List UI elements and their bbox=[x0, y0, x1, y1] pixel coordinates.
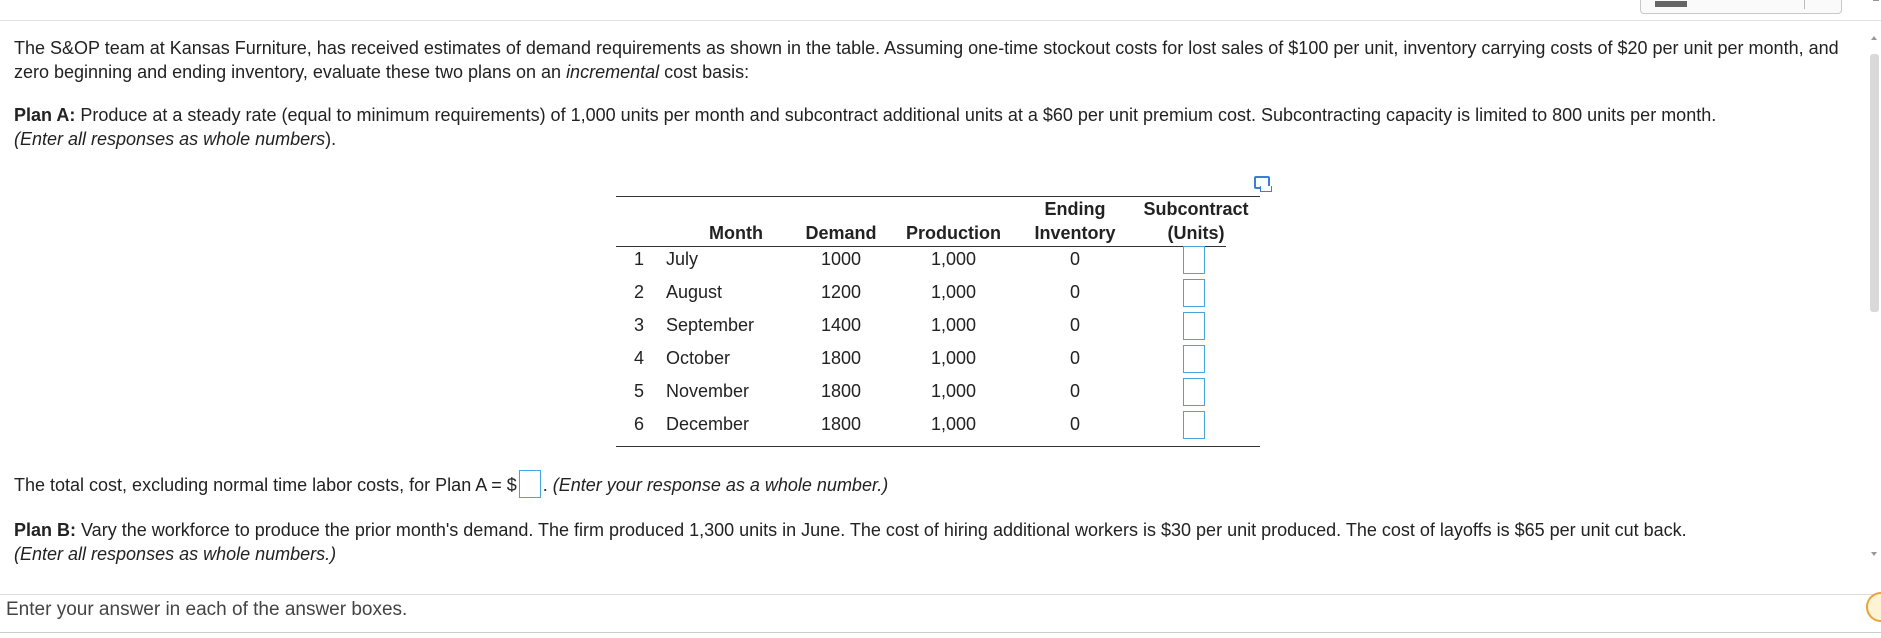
top-toolbar-strip bbox=[0, 0, 1881, 21]
plan-a-total-cost-line bbox=[14, 472, 1864, 500]
plan-a-label: Plan A: bbox=[14, 105, 76, 125]
bottom-divider bbox=[0, 632, 1881, 633]
row-production: 1,000 bbox=[930, 315, 977, 335]
header-ending-2: Inventory bbox=[1034, 223, 1116, 243]
table-bottom-rule bbox=[616, 446, 1260, 447]
subcontract-input-october[interactable] bbox=[1183, 345, 1205, 373]
plan-b-instruction: (Enter all responses as whole numbers.) bbox=[14, 544, 337, 564]
vertical-scrollbar[interactable] bbox=[1868, 24, 1881, 564]
intro-emphasis: incremental bbox=[566, 62, 660, 82]
row-month: December bbox=[666, 414, 750, 434]
total-cost-prefix: The total cost, excluding normal time labor costs, for Plan A = $ bbox=[14, 474, 517, 495]
row-ending-inventory: 0 bbox=[1069, 381, 1080, 401]
intro-text-tail: cost basis: bbox=[659, 62, 750, 82]
row-ending-inventory: 0 bbox=[1069, 414, 1080, 434]
header-demand: Demand bbox=[805, 223, 877, 243]
row-index: 2 bbox=[634, 282, 645, 302]
row-production: 1,000 bbox=[930, 348, 977, 368]
total-cost-instruction: (Enter your response as a whole number.) bbox=[552, 474, 889, 495]
row-production: 1,000 bbox=[930, 381, 977, 401]
row-demand: 1800 bbox=[820, 348, 862, 368]
row-production: 1,000 bbox=[930, 414, 977, 434]
problem-intro bbox=[14, 36, 1864, 84]
plan-b-description bbox=[14, 518, 1864, 566]
scroll-up-icon[interactable] bbox=[1871, 36, 1877, 40]
subcontract-input-august[interactable] bbox=[1183, 279, 1205, 307]
row-demand: 1800 bbox=[820, 414, 862, 434]
row-demand: 1400 bbox=[820, 315, 862, 335]
row-month: October bbox=[666, 348, 731, 368]
plan-b-label: Plan B: bbox=[14, 520, 77, 540]
plan-a-instruction-tail: ). bbox=[325, 129, 337, 149]
header-subcontract-1: Subcontract bbox=[1143, 199, 1249, 219]
plan-a-table bbox=[616, 196, 1260, 448]
row-index: 3 bbox=[634, 315, 645, 335]
table-header-rule bbox=[616, 246, 1226, 247]
header-production: Production bbox=[906, 223, 1001, 243]
nav-divider bbox=[1804, 0, 1805, 9]
corner-mark-icon bbox=[1873, 0, 1879, 7]
row-ending-inventory: 0 bbox=[1069, 348, 1080, 368]
subcontract-input-december[interactable] bbox=[1183, 411, 1205, 439]
row-index: 1 bbox=[634, 249, 645, 269]
header-ending-1: Ending bbox=[1044, 199, 1106, 219]
total-cost-dot: . bbox=[542, 474, 553, 495]
plan-a-instruction: (Enter all responses as whole numbers bbox=[14, 129, 326, 149]
plan-b-text: Vary the workforce to produce the prior month's demand. The firm produced 1,300 units in June. The cost of hiring additional workers is $30 per unit produced. The cost of layoffs is $65 per unit cut back. bbox=[76, 520, 1687, 540]
row-index: 5 bbox=[634, 381, 645, 401]
row-index: 4 bbox=[634, 348, 645, 368]
scroll-down-icon[interactable] bbox=[1871, 552, 1877, 556]
plan-a-description bbox=[14, 103, 1864, 151]
row-ending-inventory: 0 bbox=[1069, 249, 1080, 269]
row-month: August bbox=[666, 282, 723, 302]
row-index: 6 bbox=[634, 414, 645, 434]
header-month: Month bbox=[709, 223, 763, 243]
row-month: November bbox=[666, 381, 750, 401]
row-ending-inventory: 0 bbox=[1069, 315, 1080, 335]
row-ending-inventory: 0 bbox=[1069, 282, 1080, 302]
scrollbar-thumb[interactable] bbox=[1870, 54, 1879, 312]
header-subcontract-2: (Units) bbox=[1167, 223, 1225, 243]
row-production: 1,000 bbox=[930, 282, 977, 302]
subcontract-input-november[interactable] bbox=[1183, 378, 1205, 406]
subcontract-input-july[interactable] bbox=[1183, 246, 1205, 274]
row-demand: 1000 bbox=[820, 249, 862, 269]
row-demand: 1200 bbox=[820, 282, 862, 302]
footer-divider bbox=[0, 594, 1881, 595]
footer-hint: Enter your answer in each of the answer boxes. bbox=[6, 599, 408, 620]
plan-a-text: Produce at a steady rate (equal to minimum requirements) of 1,000 units per month and subcontract additional units at a $60 per unit premium cost. Subcontracting capacity is limited to 800 units per month. bbox=[75, 105, 1717, 125]
help-icon[interactable] bbox=[1866, 592, 1881, 622]
total-cost-input[interactable] bbox=[519, 470, 541, 498]
table-top-rule bbox=[616, 196, 1260, 197]
row-month: July bbox=[666, 249, 699, 269]
row-production: 1,000 bbox=[930, 249, 977, 269]
popout-table-icon[interactable] bbox=[1254, 176, 1270, 189]
intro-text: The S&OP team at Kansas Furniture, has received estimates of demand requirements as shown in the table. Assuming one-time stockout costs for lost sales of $100 per unit, inventory carrying costs of $20 per unit per month, and zero beginning and ending inventory, evaluate these two plans on an bbox=[14, 38, 1839, 82]
row-demand: 1800 bbox=[820, 381, 862, 401]
nav-bar-icon bbox=[1655, 1, 1687, 7]
subcontract-input-september[interactable] bbox=[1183, 312, 1205, 340]
row-month: September bbox=[666, 315, 755, 335]
top-navigation-widget[interactable] bbox=[1640, 0, 1842, 14]
